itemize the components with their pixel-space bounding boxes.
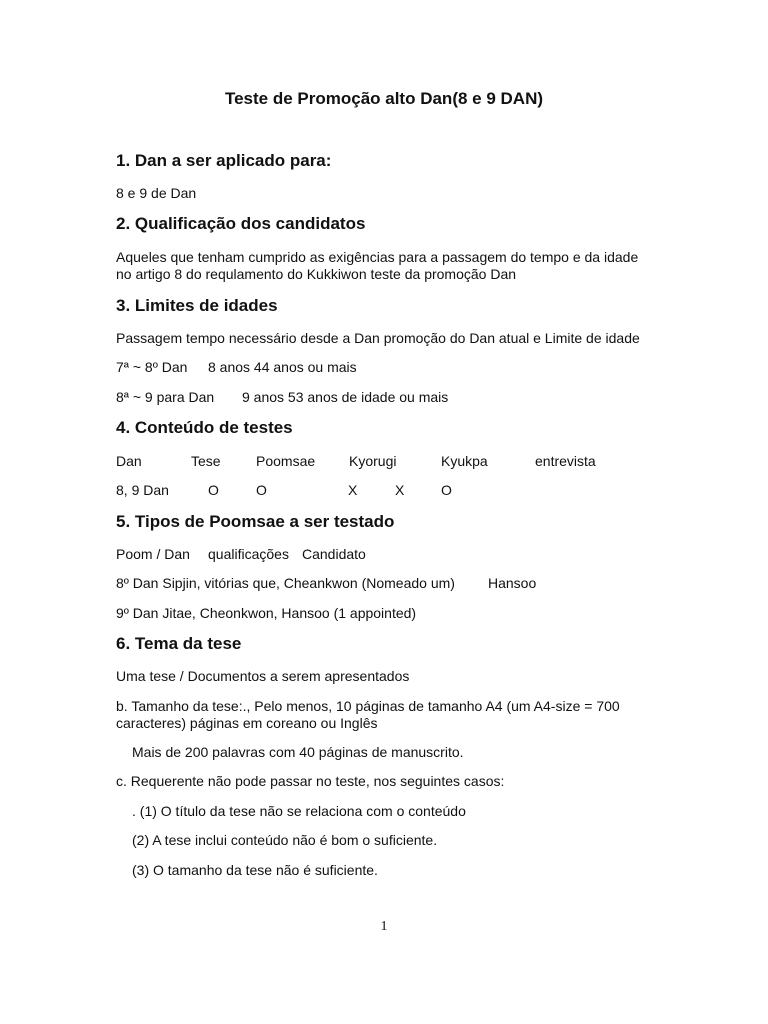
thesis-line-4: Mais de 200 palavras com 40 páginas de manuscrito. bbox=[132, 744, 464, 760]
age-row-2-requirement: 9 anos 53 anos de idade ou mais bbox=[242, 389, 449, 405]
age-row-2-dan: 8ª ~ 9 para Dan bbox=[116, 389, 215, 405]
page-number: 1 bbox=[380, 919, 388, 934]
test-value-tese: O bbox=[208, 482, 219, 498]
poomsae-row-0-col-a: Poom / Dan bbox=[116, 546, 190, 562]
section-6-heading: 6. Tema da tese bbox=[116, 634, 242, 653]
thesis-case-1: . (1) O título da tese não se relaciona com o conteúdo bbox=[132, 803, 466, 819]
poomsae-row-0-col-b: qualificações bbox=[208, 546, 289, 562]
section-1-heading: 1. Dan a ser aplicado para: bbox=[116, 151, 332, 170]
test-value-dan: 8, 9 Dan bbox=[116, 482, 169, 498]
section-3-intro: Passagem tempo necessário desde a Dan promoção do Dan atual e Limite de idade bbox=[116, 330, 640, 346]
test-value-poomsae: O bbox=[256, 482, 267, 498]
document-title: Teste de Promoção alto Dan(8 e 9 DAN) bbox=[224, 89, 544, 108]
poomsae-row-1-col-b: Hansoo bbox=[488, 575, 537, 591]
thesis-line-5: c. Requerente não pode passar no teste, nos seguintes casos: bbox=[116, 773, 505, 789]
thesis-line-1: Uma tese / Documentos a serem apresentados bbox=[116, 668, 410, 684]
thesis-line-2: b. Tamanho da tese:., Pelo menos, 10 páginas de tamanho A4 (um A4-size = 700 bbox=[116, 698, 620, 714]
section-2-line-2: no artigo 8 do requlamento do Kukkiwon teste da promoção Dan bbox=[116, 266, 517, 282]
age-row-1-dan: 7ª ~ 8º Dan bbox=[116, 359, 188, 375]
section-2-line-1: Aqueles que tenham cumprido as exigências para a passagem do tempo e da idade bbox=[116, 249, 639, 265]
test-value-kyukpa: X bbox=[395, 482, 405, 498]
poomsae-row-1-col-a: 8º Dan Sipjin, vitórias que, Cheankwon (Nomeado um) bbox=[116, 575, 455, 591]
section-2-heading: 2. Qualificação dos candidatos bbox=[116, 214, 366, 233]
poomsae-row-2: 9º Dan Jitae, Cheonkwon, Hansoo (1 appointed) bbox=[116, 605, 417, 621]
test-header-kyukpa: Kyukpa bbox=[441, 453, 488, 469]
test-header-tese: Tese bbox=[191, 453, 221, 469]
section-1-text: 8 e 9 de Dan bbox=[116, 185, 197, 201]
thesis-case-2: (2) A tese inclui conteúdo não é bom o suficiente. bbox=[132, 832, 438, 848]
thesis-case-3: (3) O tamanho da tese não é suficiente. bbox=[132, 862, 378, 878]
thesis-line-3: caracteres) páginas em coreano ou Inglês bbox=[116, 715, 378, 731]
poomsae-row-0-col-c: Candidato bbox=[302, 546, 366, 562]
test-value-entrevista: O bbox=[441, 482, 452, 498]
test-header-entrevista: entrevista bbox=[535, 453, 596, 469]
test-value-kyorugi: X bbox=[348, 482, 358, 498]
section-3-heading: 3. Limites de idades bbox=[116, 296, 278, 315]
section-4-heading: 4. Conteúdo de testes bbox=[116, 418, 293, 437]
age-row-1-requirement: 8 anos 44 anos ou mais bbox=[208, 359, 357, 375]
test-header-poomsae: Poomsae bbox=[256, 453, 316, 469]
test-header-kyorugi: Kyorugi bbox=[349, 453, 397, 469]
test-header-dan: Dan bbox=[116, 453, 142, 469]
section-5-heading: 5. Tipos de Poomsae a ser testado bbox=[116, 512, 395, 531]
